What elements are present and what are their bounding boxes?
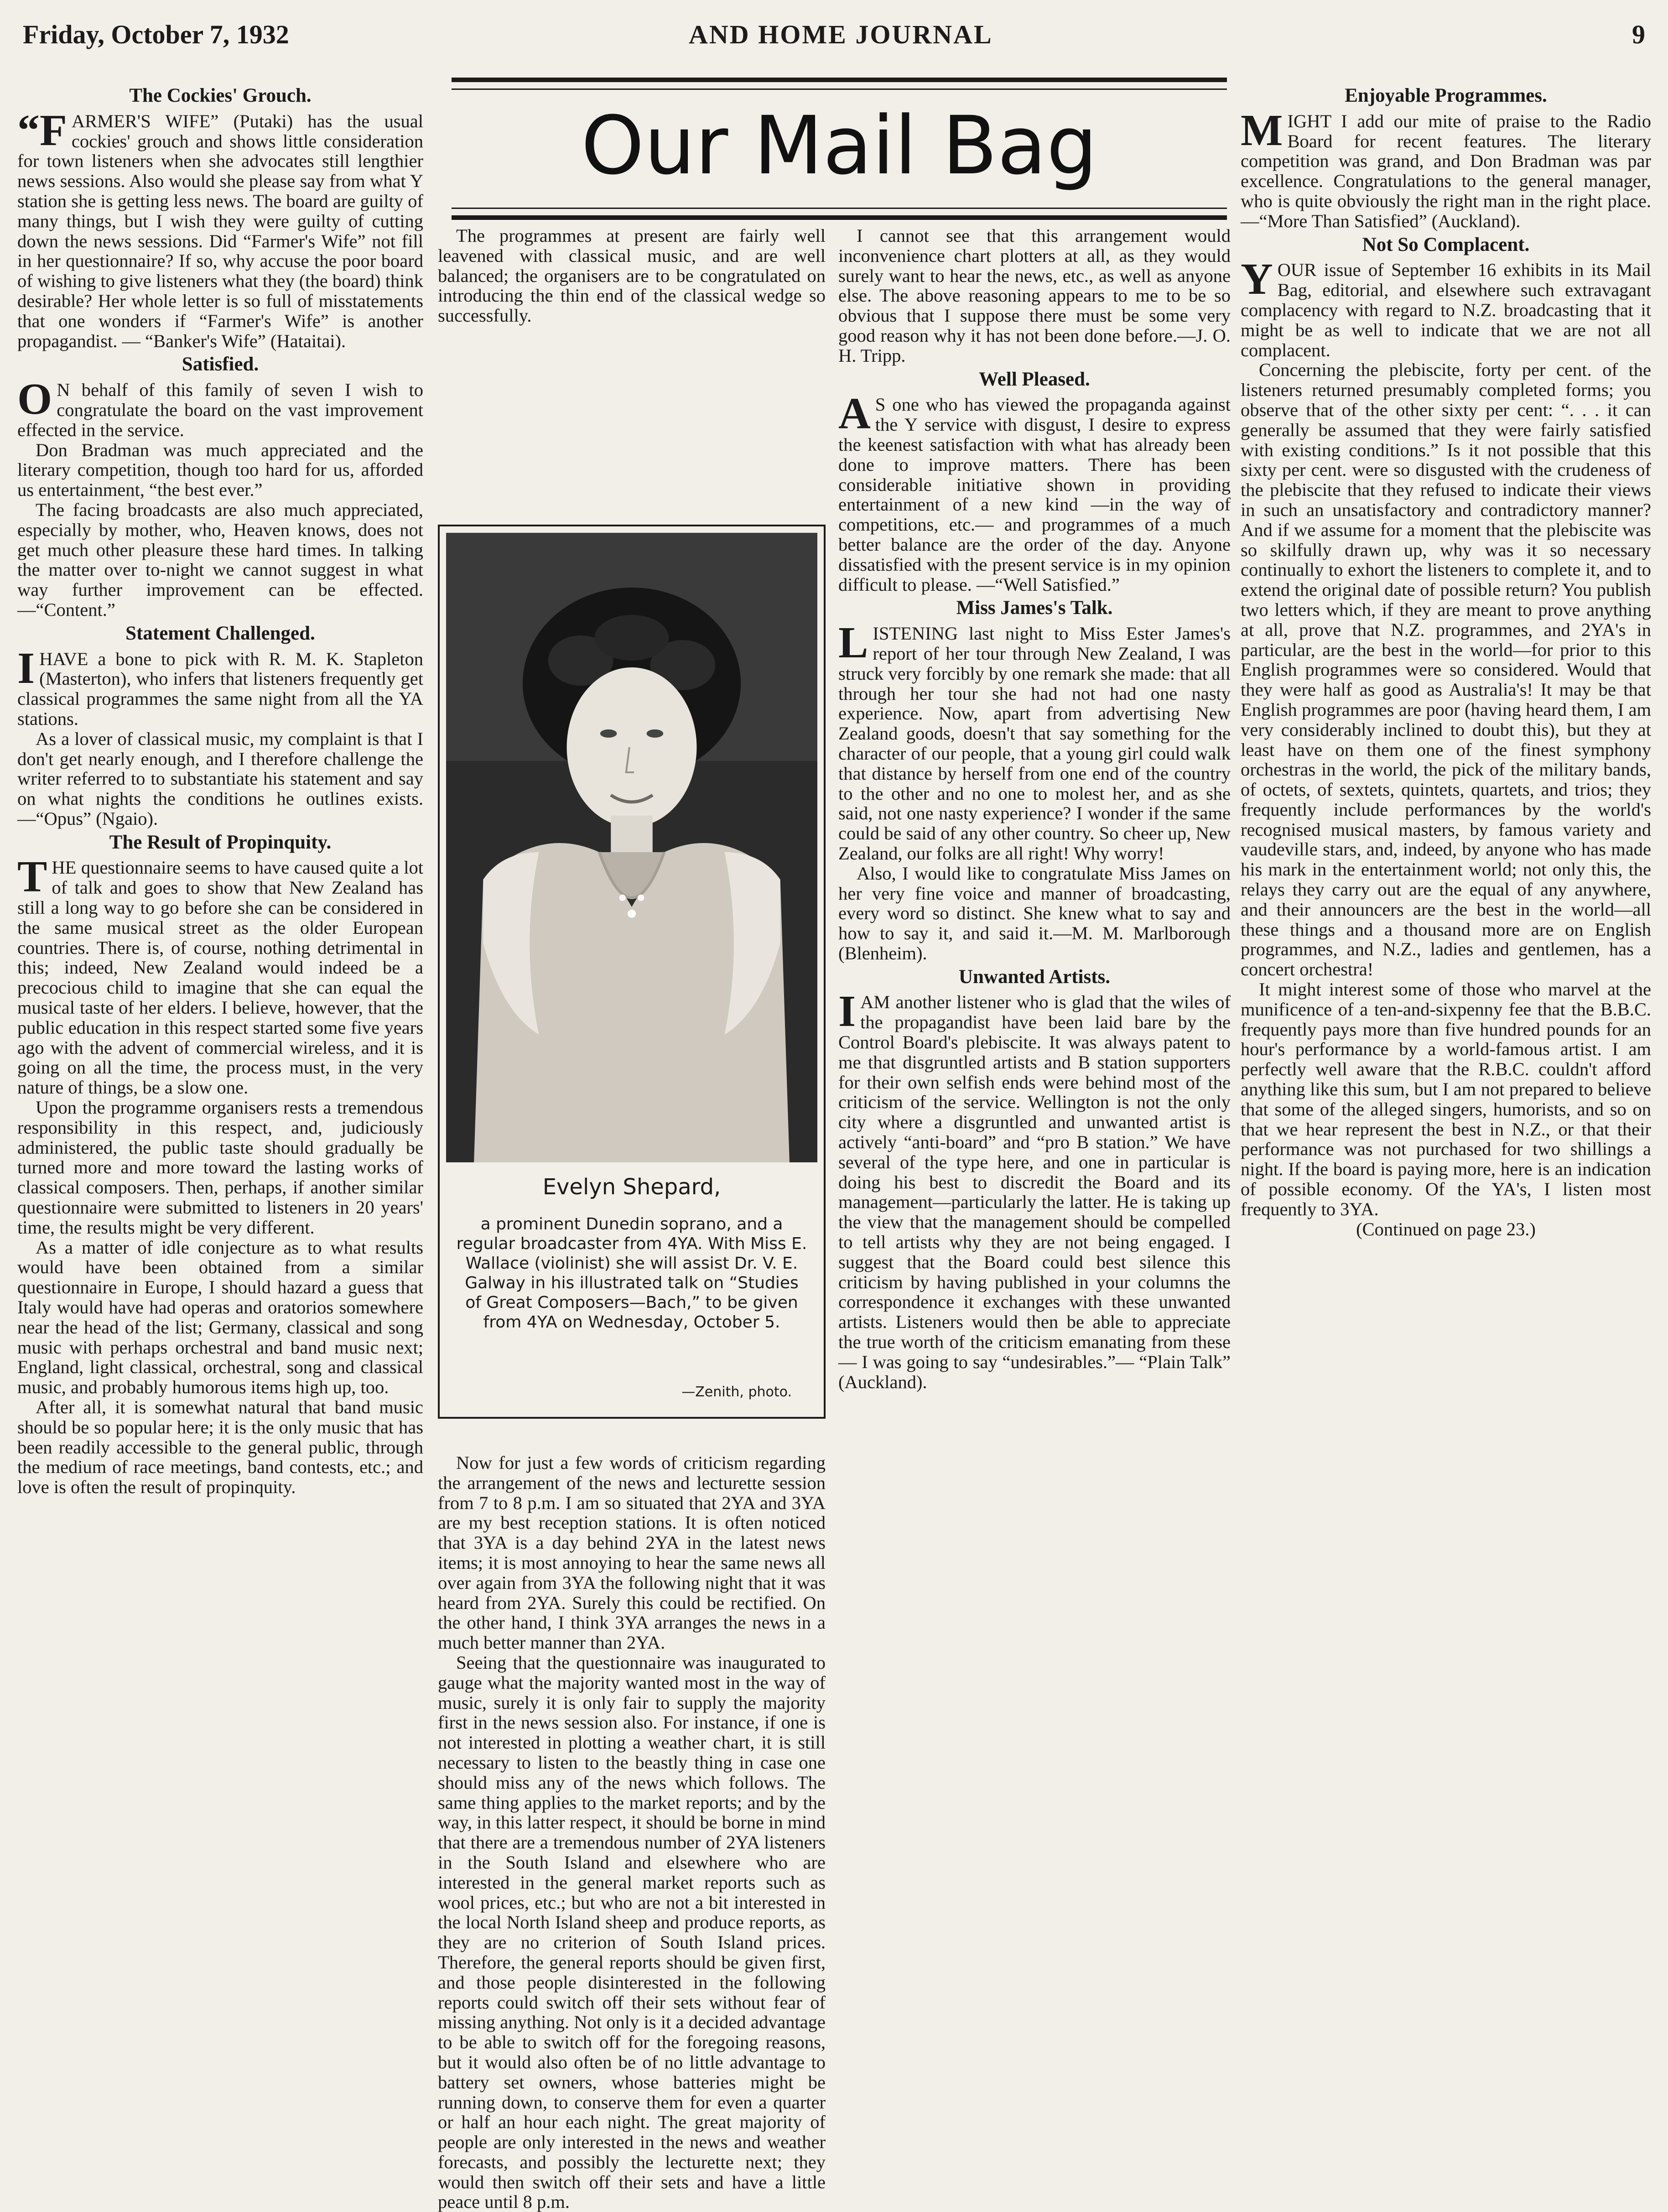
running-head: [23, 14, 1645, 55]
photo-subject-name: Evelyn Shepard,: [542, 1174, 721, 1200]
letter-heading: Not So Complacent.: [1362, 234, 1530, 255]
drop-cap: I: [838, 987, 856, 1036]
column-1: [17, 82, 423, 1497]
letter-paragraph: Don Bradman was much appreciated and the literary competition, though too hard for us, afforded us entertainment, “the best ever.”: [17, 439, 423, 500]
letter-paragraph: As a lover of classical music, my complaint is that I don't get nearly enough, and I therefore challenge the writer referred to to substantiate his statement and say on what nights the conditions he outlines exists.—“Opus” (Ngaio).: [17, 728, 423, 829]
letter-paragraph: MIGHT I add our mite of praise to the Radio Board for recent features. The literary competition was grand, and Don Bradman was par excellence. Congratulations to the general manager, who is quite obviously the right man in the right place.—“More Than Satisfied” (Auckland).: [1241, 105, 1651, 231]
letter-paragraph: The programmes at present are fairly well leavened with classical music, and are well balanced; the organisers are to be congratulated on introducing the thin end of the classical wedge so successfully.: [438, 225, 826, 326]
column-4: [1241, 82, 1651, 1239]
photo-credit: —Zenith, photo.: [681, 1384, 792, 1400]
drop-cap: O: [17, 375, 52, 424]
letter-heading: The Result of Propinquity.: [109, 831, 332, 853]
drop-cap: I: [17, 643, 35, 693]
page-number: 9: [1632, 20, 1645, 49]
letter-paragraph: The facing broadcasts are also much appreciated, especially by mother, who, Heaven knows, does not get much other pleasure these hard times. In talking the matter over to-night we cannot suggest in what way further improvement can be effected.—“Content.”: [17, 499, 423, 620]
drop-cap: “F: [17, 105, 67, 155]
letter-paragraph: Also, I would like to congratulate Miss James on her very fine voice and manner of broadcasting, every word so distinct. She knew what to say and how to say it, and said it.—M. M. Marlborough (Blenheim).: [838, 863, 1231, 963]
column-2-lower: [438, 1453, 826, 2212]
masthead-title: Our Mail Bag: [581, 99, 1098, 193]
drop-cap: M: [1241, 105, 1283, 155]
letter-heading: Enjoyable Programmes.: [1345, 85, 1547, 106]
letter-paragraph: Now for just a few words of criticism regarding the arrangement of the news and lecturette session from 7 to 8 p.m. I am so situated that 2YA and 3YA are my best reception stations. It is often noticed that 3YA is a day behind 2YA in the latest news items; it is most annoying to hear the same news all over again from 3YA the following night that it was heard from 2YA. Surely this could be rectified. On the other hand, I think 3YA arranges the news in a much better manner than 2YA.: [438, 1452, 826, 1653]
letter-paragraph: A S one who has viewed the propaganda against the Y service with disgust, I desire to express the keenest satisfaction with what has already been done to improve matters. There has been considerable initiative shown in providing entertainment of a new kind —in the way of competitions, etc.— and programmes of a much better balance are the order of the day. Anyone dissatisfied with the present service is in my opinion difficult to please. —“Well Satisfied.”: [838, 389, 1231, 595]
journal-title: AND HOME JOURNAL: [689, 20, 993, 49]
letter-heading: Satisfied.: [182, 354, 259, 375]
letter-paragraph: After all, it is somewhat natural that band music should be so popular here; it is the only music that has been readily accessible to the general public, through the medium of race meetings, band contests, etc.; and love is often the result of propinquity.: [17, 1397, 423, 1498]
letter-heading: Statement Challenged.: [125, 622, 315, 644]
letter-paragraph: Upon the programme organisers rests a tremendous responsibility in this respect, and, judiciously administered, the public taste should gradually be turned more and more toward the lasting works of classical composers. Then, perhaps, if another similar questionnaire were submitted to listeners in 20 years' time, the results might be very different.: [17, 1097, 423, 1238]
drop-cap: A: [838, 389, 871, 439]
letter-heading: The Cockies' Grouch.: [129, 85, 312, 106]
column-2: [438, 226, 826, 326]
letter-heading: Well Pleased.: [979, 368, 1090, 390]
letter-paragraph: YOUR issue of September 16 exhibits in its Mail Bag, editorial, and elsewhere such extravagant complacency with regard to N.Z. broadcasting that it might be as well to indicate that we are not all complacent.: [1241, 255, 1651, 360]
letter-heading: Miss James's Talk.: [956, 597, 1113, 619]
portrait-illustration: [446, 533, 817, 1162]
photo-box: [438, 525, 826, 1419]
letter-paragraph: IAM another listener who is glad that the wiles of the propagandist have been laid bare by the Control Board's plebiscite. It was always patent to me that disgruntled artists and B station supporters for their own selfish ends were behind most of the criticism of the service. Wellington is not the only city where a disgruntled and unwanted artist is actively “anti-board” and “pro B station.” We have several of the type here, and one in particular is doing his best to discredit the Board and its management—particularly the latter. He is taking up the view that the management should be compelled to tell artists why they are not being engaged. I suggest that the Board could best silence this criticism by having published in your columns the correspondence it exchanges with these unwanted artists. Listeners would then be able to appreciate the true worth of the criticism emanating from these— I was going to say “undesirables.”— “Plain Talk” (Auckland).: [838, 987, 1231, 1392]
masthead-box: [452, 78, 1227, 220]
photo-caption: a prominent Dunedin soprano, and a regular broadcaster from 4YA. With Miss E. Wallace (violinist) she will assist Dr. V. E. Galway in his illustrated talk on “Studies of Great Composers—Bach,” to be given from 4YA on Wednesday, October 5.: [456, 1215, 807, 1332]
drop-cap: T: [17, 852, 47, 902]
column-3: [838, 226, 1231, 1392]
issue-date: Friday, October 7, 1932: [23, 20, 289, 49]
portrait-photo: [446, 533, 817, 1162]
letter-paragraph: IHAVE a bone to pick with R. M. K. Stapleton (Masterton), who infers that listeners frequently get classical programmes the same night from all the YA stations.: [17, 643, 423, 729]
letter-paragraph: “FARMER'S WIFE” (Putaki) has the usual cockies' grouch and shows little consideration for town listeners when she advocates still lengthier news sessions. Also would she please say from what Y station she is getting less news. The board are guilty of many things, but I wish they were guilty of cutting down the news sessions. Did “Farmer's Wife” not fill in her questionnaire? If so, why accuse the poor board of wishing to give listeners what they (the board) think desirable? Her whole letter is so full of misstatements that one wonders if “Farmer's Wife” is another propagandist. — “Banker's Wife” (Hataitai).: [17, 105, 423, 351]
letter-paragraph: LISTENING last night to Miss Ester James's report of her tour through New Zealand, I was struck very forcibly by one remark she made: that all through her tour she had not had one nasty experience. Now, apart from advertising New Zealand goods, doesn't that say something for the character of our people, that a young girl could walk that distance by herself from one end of the country to the other and no one to molest her, and as she said, not one nasty experience? I wonder if the same could be said of any other country. So cheer up, New Zealand, our folks are all right! Why worry!: [838, 618, 1231, 864]
drop-cap: Y: [1241, 255, 1273, 304]
continued-note: (Continued on page 23.): [1356, 1218, 1536, 1239]
letter-paragraph: THE questionnaire seems to have caused quite a lot of talk and goes to show that New Zealand has still a long way to go before she can be considered in the same musical street as the older European countries. There is, of course, nothing detrimental in this; indeed, New Zealand would indeed be a precocious child to imagine that she can equal the musical taste of her elders. I believe, however, that the public education in this respect started some five years ago with the advent of commercial wireless, and it is going on all the time, the process must, in the very nature of things, be a slow one.: [17, 852, 423, 1098]
letter-paragraph: As a matter of idle conjecture as to what results would have been obtained from a similar questionnaire in Europe, I should hazard a guess that Italy would have had operas and oratorios somewhere near the head of the list; Germany, classical and song music with perhaps orchestral and band music next; England, light classical, orchestral, song and classical music, and probably humorous items high up, too.: [17, 1237, 423, 1398]
letter-paragraph: Concerning the plebiscite, forty per cent. of the listeners returned presumably completed forms; you observe that of the other sixty per cent: “. . . it can generally be assumed that they were fairly satisfied with existing conditions.” Is it not possible that this sixty per cent. were so disgusted with the crudeness of the plebiscite that they refused to indicate their views in such an unsatisfactory and contradictory manner? And if we assume for a moment that the plebiscite was so skilfully drawn up, why was it so necessary continually to exhort the listeners to complete it, and to extend the original date of possible return? You publish two letters which, if they are meant to prove anything at all, prove that N.Z. programmes, and 2YA's in particular, are the best in the world—for prior to this English programmes were so considered. Would that they were half as good as Australia's! It may be that English programmes are poor (having heard them, I am very considerably inclined to doubt this), but they at least have on them one of the finest symphony orchestras in the world, the pick of the military bands, of octets, of sextets, quintets, quartets, and trios; they frequently include performances by the world's recognised musical masters, by famous variety and vaudeville stars, and, indeed, by anyone who has made his mark in the entertainment world; not only this, the relays they carry out are the equal of any anywhere, and their announcers are the best in the world—all these things and a thousand more are on English programmes, and N.Z., ladies and gentlemen, has a concert orchestra!: [1241, 359, 1651, 980]
letter-paragraph: Seeing that the questionnaire was inaugurated to gauge what the majority wanted most in the way of music, surely it is only fair to supply the majority first in the news session also. For instance, if one is not interested in plotting a weather chart, it is still necessary to listen to the beastly thing in case one should miss any of the news which follows. The same thing applies to the market reports; and by the way, in this latter respect, it should be borne in mind that there are a tremendous number of 2YA listeners in the South Island and elsewhere who are interested in the general market reports such as wool prices, etc.; but who are not a bit interested in the local North Island sheep and produce reports, as they are no criterion of South Island prices. Therefore, the general reports should be given first, and those people disinterested in the following reports could switch off their sets without fear of missing anything. Not only is it a decided advantage to be able to switch off for the foregoing reasons, but it would also often be of no little advantage to battery set owners, whose batteries might be running down, to conserve them for even a quarter or half an hour each night. The great majority of people are only interested in the news and weather forecasts, and possibly the lecturette next; they would then switch off their sets and have a little peace until 8 p.m.: [438, 1652, 826, 2212]
letter-paragraph: O N behalf of this family of seven I wish to congratulate the board on the vast improvement effected in the service.: [17, 375, 423, 440]
letter-heading: Unwanted Artists.: [958, 966, 1111, 988]
letter-paragraph: I cannot see that this arrangement would inconvenience chart plotters at all, as they would surely want to hear the news, etc., as well as anyone else. The above reasoning appears to me to be so obvious that I suppose there must be some very good reason why it has not been done before.—J. O. H. Tripp.: [838, 225, 1231, 366]
letter-paragraph: It might interest some of those who marvel at the munificence of a ten-and-sixpenny fee that the B.B.C. frequently pays more than five hundred pounds for an hour's performance by a world-famous artist. I am perfectly well aware that the R.B.C. couldn't afford anything like this sum, but I am not prepared to believe that some of the alleged singers, humorists, and so on that we hear represent the best in N.Z., or that their performance was not purchased for two shillings a night. If the board is paying more, here is an indication of possible economy. Of the YA's, I listen most frequently to 3YA.: [1241, 979, 1651, 1219]
drop-cap: L: [838, 618, 868, 668]
